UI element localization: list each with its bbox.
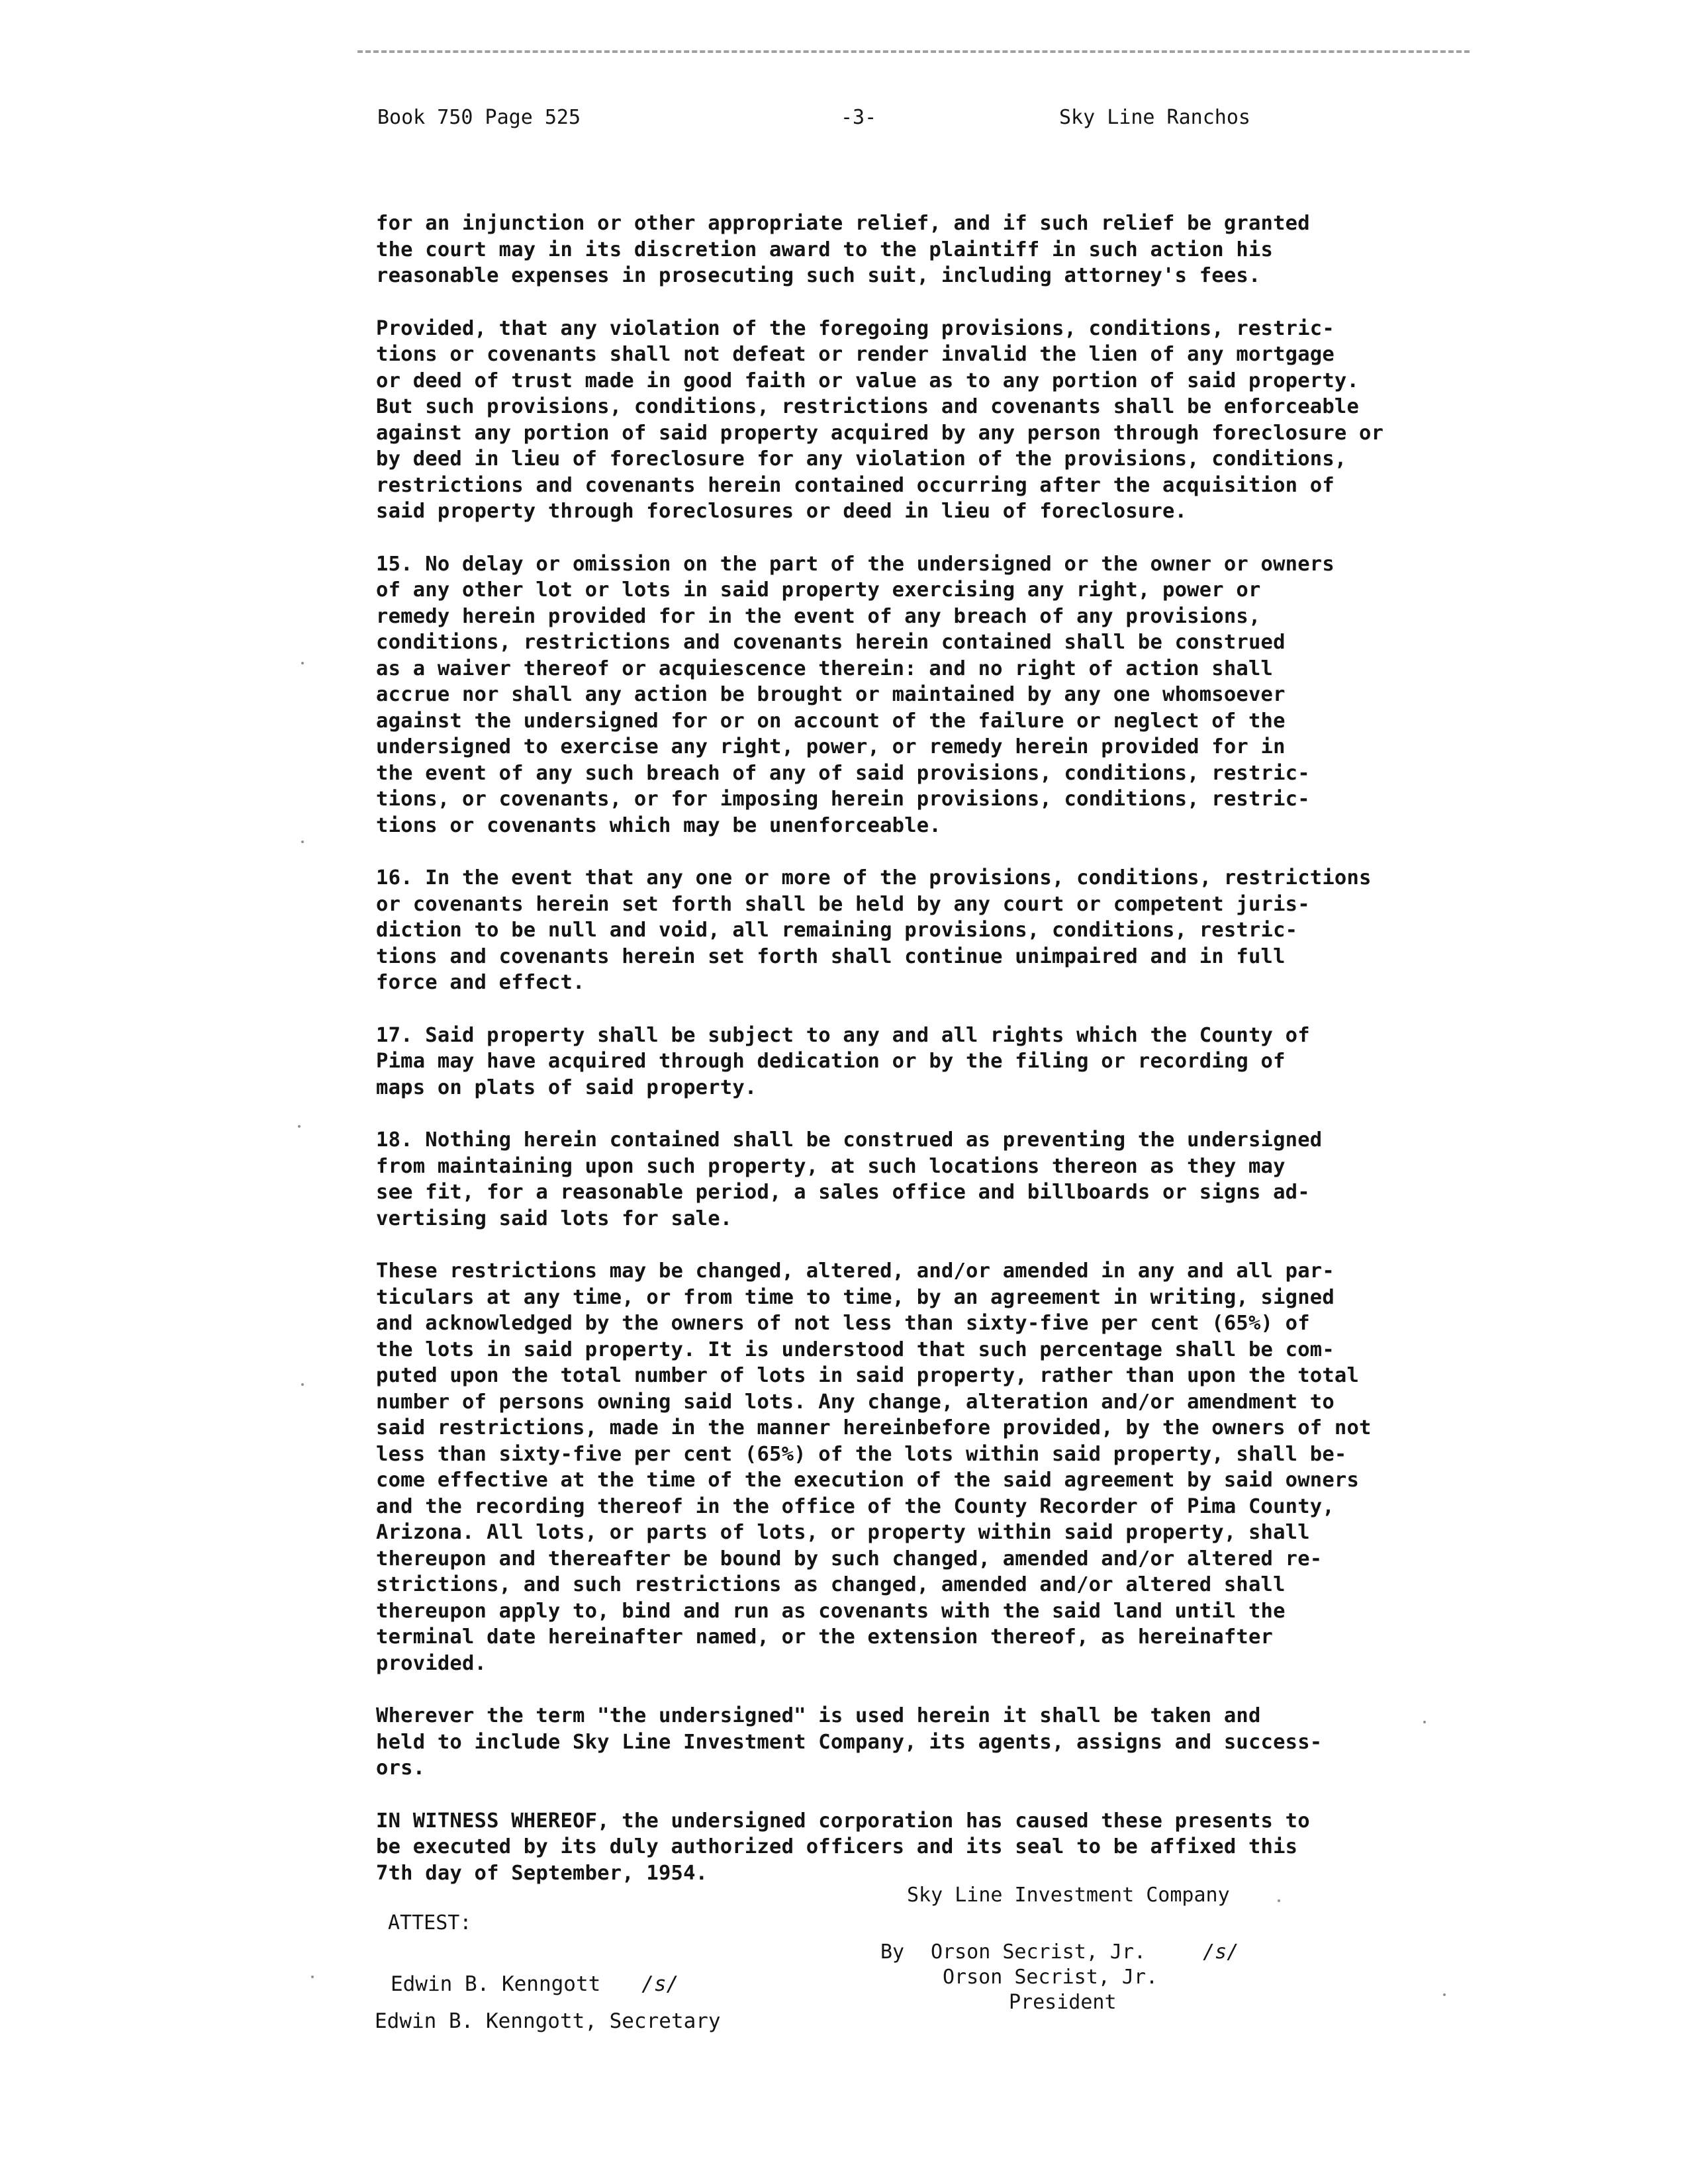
president-title: President	[1009, 1991, 1117, 2014]
company-name: Sky Line Investment Company	[907, 1884, 1230, 1907]
document-body	[376, 210, 1448, 1913]
secretary-name-title: Edwin B. Kenngott, Secretary	[375, 2009, 721, 2033]
paragraph-mortgage-proviso: Provided, that any violation of the foregoing provisions, conditions, restric- tions or covenants shall not defeat or render invalid the lien of any mortgage or deed of trust made in good faith or value as to any portion of said property. But such provisions, conditions, restrictions and covenants shall be enforceable against any portion of said property acquired by any person through foreclosure or by deed in lieu of foreclosure for any violation of the provisions, conditions, restrictions and covenants herein contained occurring after the acquisition of said property through foreclosures or deed in lieu of foreclosure.	[376, 316, 1384, 523]
paragraph-amendment: These restrictions may be changed, altered, and/or amended in any and all par- ticulars at any time, or from time to time, by an agreement in writing, signed and acknowledged by the owners of not less than sixty-five per cent (65%) of the lots in said property. It is understood that such percentage shall be com- puted upon the total number of lots in said property, rather than upon the total number of persons owning said lots. Any change, alteration and/or amendment to said restrictions, made in the manner hereinbefore provided, by the owners of not less than sixty-five per cent (65%) of the lots within said property, shall be- come effective at the time of the execution of the said agreement by said owners and the recording thereof in the office of the County Recorder of Pima County, Arizona. All lots, or parts of lots, or property within said property, shall thereupon and thereafter be bound by such changed, amended and/or altered re- strictions, and such restrictions as changed, amended and/or altered shall thereupon apply to, bind and run as covenants with the said land until the terminal date hereinafter named, or the extension thereof, as hereinafter provided.	[376, 1259, 1372, 1675]
attest-label: ATTEST:	[388, 1911, 472, 1934]
scan-speck	[298, 1125, 301, 1128]
secretary-signed-mark: /s/	[641, 1972, 679, 1996]
paragraph-17-county-rights: 17. Said property shall be subject to any and all rights which the County of Pima may have acquired through dedication or by the filing or recording of maps on plats of said property.	[376, 1023, 1310, 1099]
by-label: By	[880, 1940, 905, 1964]
paragraph-16-severability: 16. In the event that any one or more of the provisions, conditions, restrictions or covenants herein set forth shall be held by any court or competent juris- diction to be null and void, all remaining provisions, conditions, restric- tions and covenants herein set forth shall continue unimpaired and in full force and effect.	[376, 866, 1372, 994]
book-page-reference: Book 750 Page 525	[377, 106, 581, 129]
subdivision-name: Sky Line Ranchos	[1059, 106, 1250, 129]
scan-speck	[1423, 1721, 1426, 1723]
scan-top-rule	[357, 50, 1470, 53]
president-signature-line	[880, 1940, 1239, 1964]
secretary-signed-name: Edwin B. Kenngott	[391, 1972, 601, 1996]
scan-speck	[1278, 1899, 1280, 1902]
scan-speck	[1443, 1993, 1446, 1996]
scan-speck	[301, 841, 304, 843]
president-name: Orson Secrist, Jr.	[943, 1966, 1158, 1989]
paragraph-18-sales-office: 18. Nothing herein contained shall be construed as preventing the undersigned from maintaining upon such property, at such locations thereon as they may see fit, for a reasonable period, a sales office and billboards or signs ad- vertising said lots for sale.	[376, 1128, 1323, 1230]
president-signed-name: Orson Secrist, Jr.	[931, 1940, 1147, 1964]
scan-speck	[301, 1383, 304, 1386]
scan-speck	[301, 662, 304, 664]
paragraph-injunction: for an injunction or other appropriate relief, and if such relief be granted the court may in its discretion award to the plaintiff in such action his reasonable expenses in prosecuting such suit, including attorney's fees.	[376, 212, 1310, 287]
paragraph-15-no-waiver: 15. No delay or omission on the part of the undersigned or the owner or owners of any other lot or lots in said property exercising any right, power or remedy herein provided for in the event of any breach of any provisions, conditions, restrictions and covenants herein contained shall be construed as a waiver thereof or acquiescence therein: and no right of action shall accrue nor shall any action be brought or maintained by any one whomsoever against the undersigned for or on account of the failure or neglect of the undersigned to exercise any right, power, or remedy herein provided for in the event of any such breach of any of said provisions, conditions, restric- tions, or covenants, or for imposing herein provisions, conditions, restric- tions or covenants which may be unenforceable.	[376, 552, 1335, 837]
paragraph-in-witness: IN WITNESS WHEREOF, the undersigned corporation has caused these presents to be executed by its duly authorized officers and its seal to be affixed this 7th day of September, 1954.	[376, 1809, 1310, 1885]
secretary-signature-line	[391, 1972, 679, 1996]
page-number: -3-	[841, 106, 877, 129]
president-signed-mark: /s/	[1203, 1940, 1239, 1964]
paragraph-undersigned-definition: Wherever the term "the undersigned" is used herein it shall be taken and held to include Sky Line Investment Company, its agents, assigns and success- ors.	[376, 1704, 1323, 1780]
scan-speck	[311, 1976, 314, 1978]
page-header	[377, 106, 1317, 136]
